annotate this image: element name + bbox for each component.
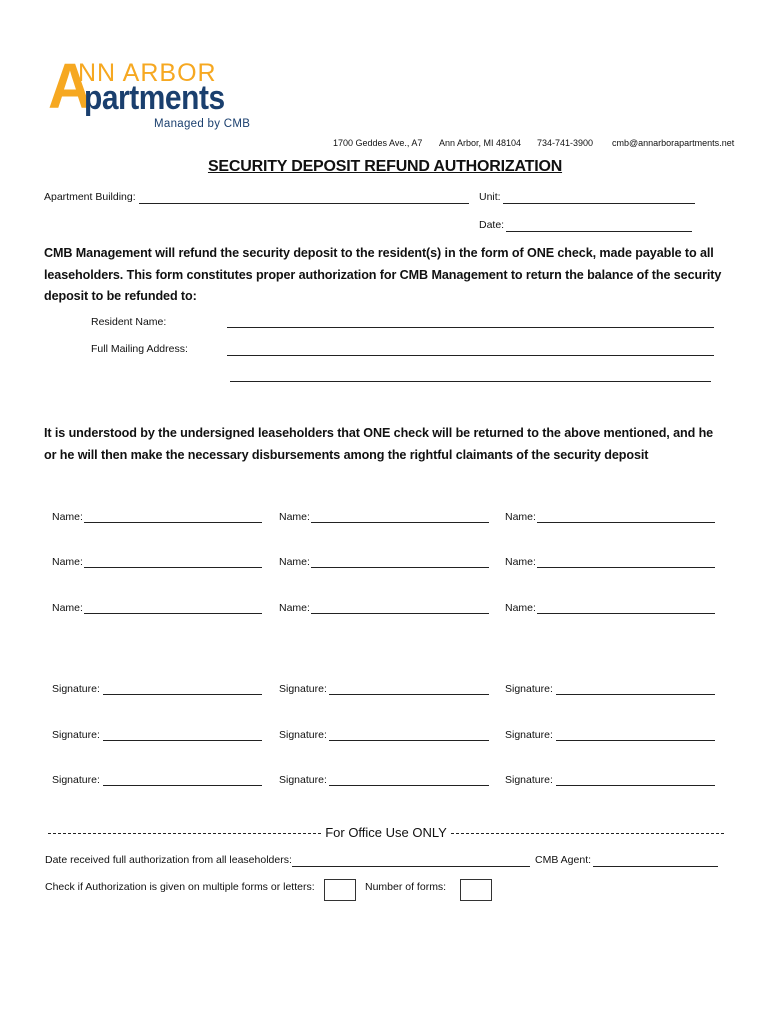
signature-field[interactable] xyxy=(556,740,715,741)
signature-label: Signature: xyxy=(505,774,553,786)
date-field[interactable] xyxy=(506,231,692,232)
signature-field[interactable] xyxy=(103,694,262,695)
name-label: Name: xyxy=(505,511,536,523)
signature-field[interactable] xyxy=(556,785,715,786)
mailing-address-label: Full Mailing Address: xyxy=(91,343,188,355)
name-field[interactable] xyxy=(537,567,715,568)
signature-field[interactable] xyxy=(103,740,262,741)
date-received-field[interactable] xyxy=(292,866,530,867)
name-field[interactable] xyxy=(311,613,489,614)
date-label: Date: xyxy=(479,219,505,231)
signature-label: Signature: xyxy=(505,683,553,695)
apartment-building-label: Apartment Building: xyxy=(44,191,136,203)
contact-address: 1700 Geddes Ave., A7 xyxy=(333,138,423,148)
disbursement-statement: It is understood by the undersigned leaseholders that ONE check will be returned to the above mentioned, and he or he will then make the necessary disbursements among the rightful claimants of the security deposit xyxy=(44,426,714,462)
logo-nn-arbor: NN ARBOR xyxy=(78,59,217,87)
name-label: Name: xyxy=(52,511,83,523)
mailing-address-field[interactable] xyxy=(227,355,714,356)
name-label: Name: xyxy=(52,602,83,614)
multiple-forms-label: Check if Authorization is given on multiple forms or letters: xyxy=(45,881,315,893)
signature-field[interactable] xyxy=(103,785,262,786)
signature-label: Signature: xyxy=(52,729,100,741)
name-field[interactable] xyxy=(84,522,262,523)
office-use-heading: For Office Use ONLY xyxy=(325,824,447,840)
refund-statement: CMB Management will refund the security deposit to the resident(s) in the form of ONE check, made payable to all leaseholders. This form constitutes proper authorization for CMB Management to return the balance of the security deposit to be refunded to: xyxy=(44,246,722,303)
name-field[interactable] xyxy=(537,613,715,614)
name-label: Name: xyxy=(279,602,310,614)
cmb-agent-field[interactable] xyxy=(593,866,718,867)
name-field[interactable] xyxy=(311,522,489,523)
name-label: Name: xyxy=(505,556,536,568)
name-label: Name: xyxy=(279,511,310,523)
logo-partments: partments xyxy=(84,79,225,117)
contact-city: Ann Arbor, MI 48104 xyxy=(439,138,522,148)
signature-label: Signature: xyxy=(279,774,327,786)
name-label: Name: xyxy=(52,556,83,568)
resident-name-label: Resident Name: xyxy=(91,316,167,328)
signature-field[interactable] xyxy=(556,694,715,695)
name-field[interactable] xyxy=(537,522,715,523)
contact-email: cmb@annarborapartments.net xyxy=(612,138,735,148)
signature-label: Signature: xyxy=(52,774,100,786)
office-use-divider xyxy=(48,823,724,841)
name-field[interactable] xyxy=(84,567,262,568)
unit-field[interactable] xyxy=(503,203,695,204)
signature-field[interactable] xyxy=(329,785,489,786)
multiple-forms-checkbox[interactable] xyxy=(324,879,356,901)
signature-label: Signature: xyxy=(279,729,327,741)
name-field[interactable] xyxy=(84,613,262,614)
signature-label: Signature: xyxy=(52,683,100,695)
name-label: Name: xyxy=(505,602,536,614)
signature-field[interactable] xyxy=(329,740,489,741)
signature-field[interactable] xyxy=(329,694,489,695)
cmb-agent-label: CMB Agent: xyxy=(535,854,592,866)
divider-dashes-left xyxy=(48,833,321,834)
name-field[interactable] xyxy=(311,567,489,568)
logo-letter-a: A xyxy=(48,50,92,122)
resident-name-field[interactable] xyxy=(227,327,714,328)
apartment-building-field[interactable] xyxy=(139,203,469,204)
company-logo xyxy=(48,52,253,134)
number-of-forms-label: Number of forms: xyxy=(365,881,447,893)
unit-label: Unit: xyxy=(479,191,501,203)
number-of-forms-input[interactable] xyxy=(460,879,492,901)
date-received-label: Date received full authorization from all leaseholders: xyxy=(45,854,292,866)
signature-label: Signature: xyxy=(279,683,327,695)
contact-phone: 734-741-3900 xyxy=(537,138,594,148)
page-title: SECURITY DEPOSIT REFUND AUTHORIZATION xyxy=(207,158,563,175)
logo-managed-by: Managed by CMB xyxy=(154,118,251,130)
name-label: Name: xyxy=(279,556,310,568)
signature-label: Signature: xyxy=(505,729,553,741)
mailing-address-field-line2[interactable] xyxy=(230,381,711,382)
divider-dashes-right xyxy=(451,833,724,834)
